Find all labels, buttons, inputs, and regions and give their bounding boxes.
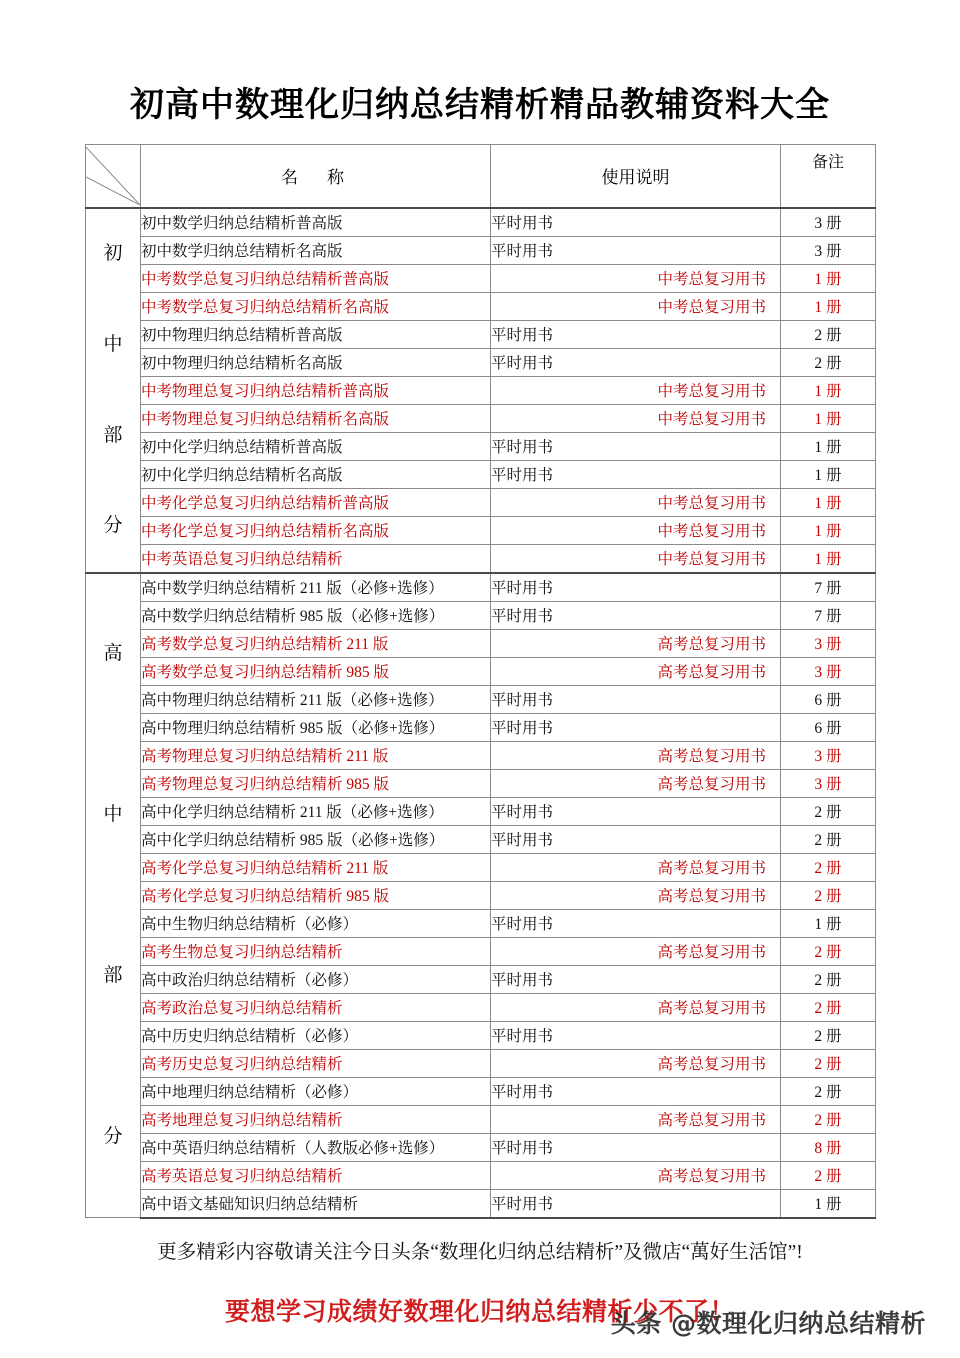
table-row (86, 544, 876, 573)
cell-usage-note: 平时用书 (491, 1021, 781, 1049)
cell-usage-note: 高考总复习用书 (491, 1161, 781, 1189)
cell-material-name: 高中生物归纳总结精析（必修） (141, 909, 491, 937)
cell-volume-count: 3 册 (781, 769, 876, 797)
cell-usage-note: 高考总复习用书 (491, 769, 781, 797)
table-row (86, 1133, 876, 1161)
cell-material-name: 中考数学总复习归纳总结精析普高版 (141, 264, 491, 292)
cell-usage-note: 平时用书 (491, 825, 781, 853)
cell-volume-count: 3 册 (781, 629, 876, 657)
cell-material-name: 中考英语总复习归纳总结精析 (141, 544, 491, 573)
section-label-junior (86, 208, 141, 573)
table-row (86, 853, 876, 881)
cell-usage-note: 平时用书 (491, 432, 781, 460)
cell-usage-note: 平时用书 (491, 460, 781, 488)
section-label-char: 中 (103, 803, 123, 826)
cell-volume-count: 1 册 (781, 488, 876, 516)
table-row (86, 516, 876, 544)
cell-volume-count: 2 册 (781, 1161, 876, 1189)
table-row (86, 404, 876, 432)
materials-table-wrapper (85, 144, 875, 1219)
table-row (86, 713, 876, 741)
cell-material-name: 高中化学归纳总结精析 211 版（必修+选修） (141, 797, 491, 825)
section-label-char: 中 (103, 332, 123, 355)
cell-material-name: 高中化学归纳总结精析 985 版（必修+选修） (141, 825, 491, 853)
cell-material-name: 高考政治总复习归纳总结精析 (141, 993, 491, 1021)
watermark-attribution: 头条 @数理化归纳总结精析 (610, 1309, 926, 1338)
cell-material-name: 高考化学总复习归纳总结精析 985 版 (141, 881, 491, 909)
cell-material-name: 初中物理归纳总结精析名高版 (141, 348, 491, 376)
cell-usage-note: 中考总复习用书 (491, 264, 781, 292)
cell-volume-count: 2 册 (781, 1077, 876, 1105)
section-label-senior (86, 573, 141, 1218)
cell-volume-count: 1 册 (781, 460, 876, 488)
table-row (86, 825, 876, 853)
cell-material-name: 高中语文基础知识归纳总结精析 (141, 1189, 491, 1218)
table-row (86, 236, 876, 264)
table-row (86, 685, 876, 713)
section-label-char: 分 (103, 514, 123, 537)
cell-usage-note: 高考总复习用书 (491, 629, 781, 657)
cell-material-name: 高中政治归纳总结精析（必修） (141, 965, 491, 993)
cell-volume-count: 7 册 (781, 573, 876, 602)
cell-usage-note: 中考总复习用书 (491, 404, 781, 432)
cell-volume-count: 1 册 (781, 1189, 876, 1218)
cell-volume-count: 2 册 (781, 1021, 876, 1049)
cell-material-name: 中考化学总复习归纳总结精析普高版 (141, 488, 491, 516)
table-row (86, 348, 876, 376)
cell-volume-count: 1 册 (781, 264, 876, 292)
cell-usage-note: 平时用书 (491, 601, 781, 629)
cell-material-name: 中考化学总复习归纳总结精析名高版 (141, 516, 491, 544)
cell-material-name: 高考物理总复习归纳总结精析 211 版 (141, 741, 491, 769)
table-row (86, 573, 876, 602)
cell-usage-note: 高考总复习用书 (491, 657, 781, 685)
cell-volume-count: 2 册 (781, 881, 876, 909)
section-label-char: 高 (103, 642, 123, 665)
cell-volume-count: 7 册 (781, 601, 876, 629)
cell-material-name: 高中历史归纳总结精析（必修） (141, 1021, 491, 1049)
cell-volume-count: 1 册 (781, 376, 876, 404)
cell-volume-count: 1 册 (781, 544, 876, 573)
cell-material-name: 初中化学归纳总结精析名高版 (141, 460, 491, 488)
cell-usage-note: 高考总复习用书 (491, 993, 781, 1021)
cell-material-name: 高考历史总复习归纳总结精析 (141, 1049, 491, 1077)
cell-volume-count: 2 册 (781, 937, 876, 965)
cell-material-name: 初中数学归纳总结精析普高版 (141, 208, 491, 237)
cell-volume-count: 8 册 (781, 1133, 876, 1161)
cell-usage-note: 中考总复习用书 (491, 376, 781, 404)
cell-volume-count: 3 册 (781, 208, 876, 237)
cell-material-name: 高考英语总复习归纳总结精析 (141, 1161, 491, 1189)
table-row (86, 657, 876, 685)
slogan-text: 要想学习成绩好数理化归纳总结精析少不了！ (224, 1296, 735, 1326)
table-header-row (86, 144, 876, 208)
cell-usage-note: 平时用书 (491, 797, 781, 825)
cell-usage-note: 高考总复习用书 (491, 1049, 781, 1077)
table-row (86, 1161, 876, 1189)
cell-volume-count: 1 册 (781, 909, 876, 937)
cell-volume-count: 3 册 (781, 741, 876, 769)
cell-volume-count: 1 册 (781, 432, 876, 460)
cell-material-name: 高考地理总复习归纳总结精析 (141, 1105, 491, 1133)
section-label-char: 初 (103, 242, 123, 265)
table-row (86, 1021, 876, 1049)
header-name: 名 称 (141, 144, 491, 208)
cell-material-name: 高考数学总复习归纳总结精析 985 版 (141, 657, 491, 685)
cell-volume-count: 3 册 (781, 657, 876, 685)
cell-volume-count: 6 册 (781, 685, 876, 713)
cell-volume-count: 1 册 (781, 292, 876, 320)
cell-material-name: 高中地理归纳总结精析（必修） (141, 1077, 491, 1105)
cell-usage-note: 平时用书 (491, 685, 781, 713)
cell-volume-count: 6 册 (781, 713, 876, 741)
table-row (86, 1049, 876, 1077)
cell-material-name: 高中英语归纳总结精析（人教版必修+选修） (141, 1133, 491, 1161)
cell-volume-count: 2 册 (781, 797, 876, 825)
header-corner-cell (86, 144, 141, 208)
corner-diagonal-lines-icon (86, 147, 140, 205)
cell-usage-note: 中考总复习用书 (491, 292, 781, 320)
section-label-char: 分 (103, 1124, 123, 1147)
page-title: 初高中数理化归纳总结精析精品教辅资料大全 (130, 85, 830, 125)
cell-usage-note: 平时用书 (491, 320, 781, 348)
table-row (86, 488, 876, 516)
cell-usage-note: 平时用书 (491, 1077, 781, 1105)
cell-usage-note: 中考总复习用书 (491, 488, 781, 516)
table-row (86, 1077, 876, 1105)
cell-volume-count: 2 册 (781, 993, 876, 1021)
cell-volume-count: 2 册 (781, 853, 876, 881)
cell-usage-note: 高考总复习用书 (491, 741, 781, 769)
table-row (86, 208, 876, 237)
table-row (86, 264, 876, 292)
table-row (86, 909, 876, 937)
cell-material-name: 初中化学归纳总结精析普高版 (141, 432, 491, 460)
table-row (86, 292, 876, 320)
table-row (86, 432, 876, 460)
table-row (86, 881, 876, 909)
cell-usage-note: 高考总复习用书 (491, 853, 781, 881)
cell-volume-count: 2 册 (781, 1049, 876, 1077)
cell-usage-note: 平时用书 (491, 713, 781, 741)
cell-material-name: 高中物理归纳总结精析 985 版（必修+选修） (141, 713, 491, 741)
cell-volume-count: 2 册 (781, 825, 876, 853)
cell-usage-note: 中考总复习用书 (491, 516, 781, 544)
cell-usage-note: 平时用书 (491, 348, 781, 376)
section-label-char: 部 (103, 423, 123, 446)
cell-material-name: 初中数学归纳总结精析名高版 (141, 236, 491, 264)
cell-volume-count: 2 册 (781, 348, 876, 376)
cell-material-name: 中考数学总复习归纳总结精析名高版 (141, 292, 491, 320)
table-row (86, 601, 876, 629)
cell-usage-note: 高考总复习用书 (491, 1105, 781, 1133)
cell-volume-count: 1 册 (781, 516, 876, 544)
cell-material-name: 高考物理总复习归纳总结精析 985 版 (141, 769, 491, 797)
table-row (86, 741, 876, 769)
cell-material-name: 高考化学总复习归纳总结精析 211 版 (141, 853, 491, 881)
table-row (86, 320, 876, 348)
cell-usage-note: 平时用书 (491, 573, 781, 602)
table-row (86, 629, 876, 657)
cell-material-name: 初中物理归纳总结精析普高版 (141, 320, 491, 348)
cell-volume-count: 3 册 (781, 236, 876, 264)
cell-usage-note: 平时用书 (491, 1133, 781, 1161)
cell-usage-note: 平时用书 (491, 909, 781, 937)
table-row (86, 797, 876, 825)
section-label-char: 部 (103, 963, 123, 986)
cell-material-name: 中考物理总复习归纳总结精析普高版 (141, 376, 491, 404)
table-row (86, 993, 876, 1021)
cell-material-name: 高中数学归纳总结精析 211 版（必修+选修） (141, 573, 491, 602)
cell-volume-count: 2 册 (781, 320, 876, 348)
cell-material-name: 中考物理总复习归纳总结精析名高版 (141, 404, 491, 432)
cell-volume-count: 2 册 (781, 965, 876, 993)
table-row (86, 1105, 876, 1133)
cell-material-name: 高中物理归纳总结精析 211 版（必修+选修） (141, 685, 491, 713)
table-row (86, 460, 876, 488)
header-usage: 使用说明 (491, 144, 781, 208)
cell-usage-note: 平时用书 (491, 236, 781, 264)
cell-material-name: 高考数学总复习归纳总结精析 211 版 (141, 629, 491, 657)
table-row (86, 376, 876, 404)
cell-usage-note: 平时用书 (491, 1189, 781, 1218)
table-row (86, 937, 876, 965)
cell-volume-count: 1 册 (781, 404, 876, 432)
cell-usage-note: 中考总复习用书 (491, 544, 781, 573)
materials-table (85, 144, 876, 1219)
cell-usage-note: 平时用书 (491, 965, 781, 993)
header-remark: 备注 (781, 144, 876, 208)
table-row (86, 965, 876, 993)
table-row (86, 769, 876, 797)
cell-usage-note: 高考总复习用书 (491, 937, 781, 965)
cell-volume-count: 2 册 (781, 1105, 876, 1133)
cell-material-name: 高中数学归纳总结精析 985 版（必修+选修） (141, 601, 491, 629)
cell-usage-note: 平时用书 (491, 208, 781, 237)
cell-usage-note: 高考总复习用书 (491, 881, 781, 909)
table-row (86, 1189, 876, 1218)
cell-material-name: 高考生物总复习归纳总结精析 (141, 937, 491, 965)
footer-note: 更多精彩内容敬请关注今日头条“数理化归纳总结精析”及微店“萬好生活馆”! (157, 1241, 803, 1263)
